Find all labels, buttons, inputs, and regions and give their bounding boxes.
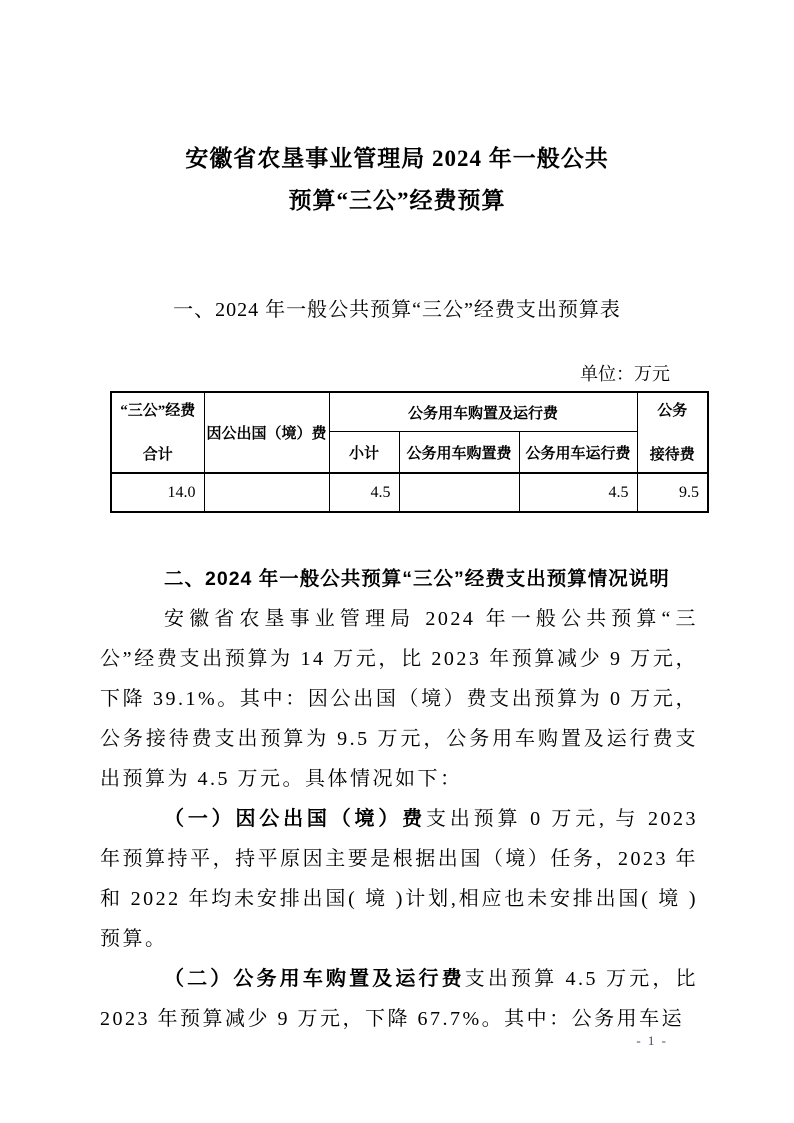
section2-paragraph-2 <box>100 799 698 959</box>
table-header-vehicle-subtotal: 小计 <box>329 432 399 474</box>
table-header-sangong-line2: 合计 <box>142 446 173 463</box>
table-cell-sangong-total: 14.0 <box>111 473 204 512</box>
section2-body <box>0 559 794 1039</box>
table-header-reception <box>637 392 708 473</box>
table-data-row <box>111 473 708 512</box>
table-header-sangong-line1: “三公”经费 <box>120 402 196 419</box>
document-title <box>0 0 794 222</box>
table-cell-reception: 9.5 <box>637 473 708 512</box>
section2-paragraph-1: 安徽省农垦事业管理局 2024 年一般公共预算“三公”经费支出预算为 14 万元，比 2023 年预算减少 9 万元，下降 39.1%。其中：因公出国（境）费支出预算为 0 万元，公务接待费支出预算为 9.5 万元，公务用车购置及运行费支出预算为 4.5 万元。具体情况如下： <box>100 608 698 790</box>
section2-heading: 二、2024 年一般公共预算“三公”经费支出预算情况说明 <box>164 568 670 590</box>
document-title-line1: 安徽省农垦事业管理局 2024 年一般公共 <box>185 146 609 171</box>
page-number: - 1 - <box>636 1033 668 1048</box>
table-cell-vehicle-operation: 4.5 <box>519 473 637 512</box>
section2-paragraph-2-text: 支出预算 0 万元, 与 2023 年预算持平，持平原因主要是根据出国（境）任务，2023 年和 2022 年均未安排出国( 境 )计划,相应也未安排出国( 境 )预算。 <box>100 808 698 950</box>
table-header-abroad: 因公出国（境）费 <box>204 392 329 473</box>
section2-paragraph-2-lead: （一）因公出国（境）费 <box>164 808 426 830</box>
table-header-vehicle-operation: 公务用车运行费 <box>519 432 637 474</box>
unit-label: 单位：万元 <box>580 364 670 384</box>
table-cell-abroad <box>204 473 329 512</box>
table-cell-vehicle-subtotal: 4.5 <box>329 473 399 512</box>
table-header-vehicle-purchase: 公务用车购置费 <box>399 432 519 474</box>
table-header-reception-line2: 接待费 <box>649 446 695 463</box>
document-title-line2: 预算“三公”经费预算 <box>288 188 506 213</box>
table-header-vehicle-group: 公务用车购置及运行费 <box>329 392 637 432</box>
table-header-reception-stack <box>640 396 706 470</box>
section2-paragraph-3-lead: （二）公务用车购置及运行费 <box>164 968 465 990</box>
table-cell-vehicle-purchase <box>399 473 519 512</box>
table-header-row-1 <box>111 392 708 432</box>
table-header-reception-line1: 公务 <box>657 402 688 419</box>
section2-paragraph-3-text: 支出预算 4.5 万元，比 2023 年预算减少 9 万元，下降 67.7%。其中：公务用车运 <box>100 968 699 1030</box>
budget-table <box>110 391 709 513</box>
table-header-sangong-total <box>111 392 204 473</box>
table-header-sangong-stack <box>114 396 202 470</box>
section2-paragraph-3 <box>100 959 698 1039</box>
section1-heading: 一、2024 年一般公共预算“三公”经费支出预算表 <box>173 299 621 321</box>
